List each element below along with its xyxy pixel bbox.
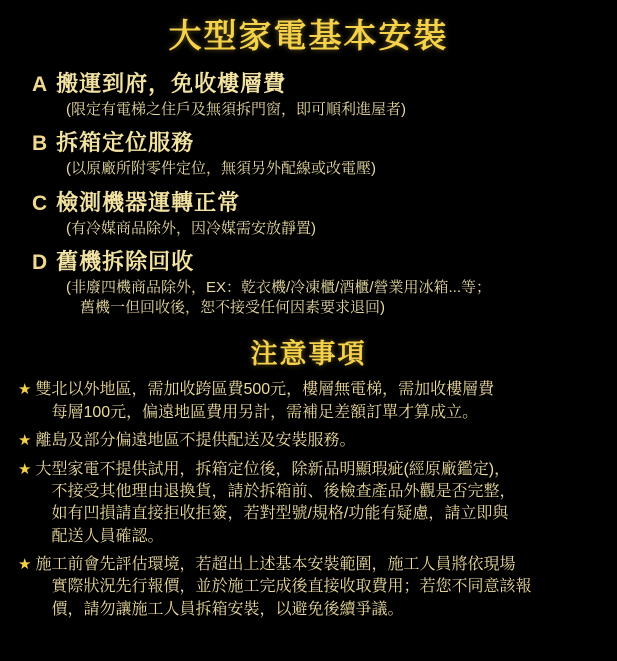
item-description-line: 舊機一但回收後，恕不接受任何因素要求退回) [80,299,385,316]
item-letter: B [32,132,48,156]
list-item [10,126,607,179]
notice-line: 價，請勿讓施工人員拆箱安裝，以避免後續爭議。 [51,600,404,618]
list-item [10,245,607,319]
item-description: (有冷媒商品除外，因冷媒需安放靜置) [66,219,316,237]
notice-line: 施工前會先評估環境，若超出上述基本安裝範圍，施工人員將依現場 [35,556,516,574]
item-heading [10,245,607,276]
star-icon: ★ [18,381,32,399]
notice-line: 大型家電不提供試用，拆箱定位後，除新品明顯瑕疵(經原廠鑑定)， [35,460,511,478]
notice-text [35,379,603,424]
item-title: 搬運到府，免收樓層費 [56,71,287,96]
notice-item [10,459,607,549]
item-title: 拆箱定位服務 [56,130,195,156]
star-icon: ★ [18,556,32,574]
item-description-line: (非廢四機商品除外，EX：乾衣機/冷凍櫃/酒櫃/營業用冰箱...等； [66,278,492,296]
star-icon: ★ [18,460,32,478]
page-title: 大型家電基本安裝 [168,17,449,54]
notice-text [35,554,603,621]
notice-line: 實際狀況先行報價，並於施工完成後直接收取費用；若您不同意該報 [51,578,532,596]
notice-item [10,554,607,621]
list-item [10,186,607,239]
item-title: 舊機拆除回收 [56,248,195,274]
item-title: 檢測機器運轉正常 [56,189,241,215]
notice-text [35,430,603,452]
item-heading [10,67,607,98]
item-description: (限定有電梯之住戶及無須拆門窗，即可順利進屋者) [66,101,406,118]
notice-line: 配送人員確認。 [51,527,164,545]
star-icon: ★ [18,432,32,450]
notice-line: 雙北以外地區，需加收跨區費500元，樓層無電梯，需加收樓層費 [35,381,495,399]
notice-line: 離島及部分偏遠地區不提供配送及安裝服務。 [35,432,356,450]
item-description: (以原廠所附零件定位，無須另外配線或改電壓) [66,160,376,178]
item-heading [10,186,607,217]
notice-line: 每層100元，偏遠地區費用另計，需補足差額訂單才算成立。 [51,403,479,421]
notice-item [10,379,607,424]
notice-heading: 注意事項 [250,339,367,370]
list-item [10,67,607,120]
item-letter: A [32,73,48,96]
notice-line: 不接受其他理由退換貨，請於拆箱前、後檢查產品外觀是否完整， [51,482,516,500]
item-description [10,278,607,319]
item-heading [10,126,607,157]
item-letter: D [32,250,48,274]
notice-item [10,430,607,453]
notice-text [35,459,603,549]
notice-line: 如有凹損請直接拒收拒簽，若對型號/規格/功能有疑慮，請立即與 [51,505,509,523]
item-letter: C [32,191,48,215]
